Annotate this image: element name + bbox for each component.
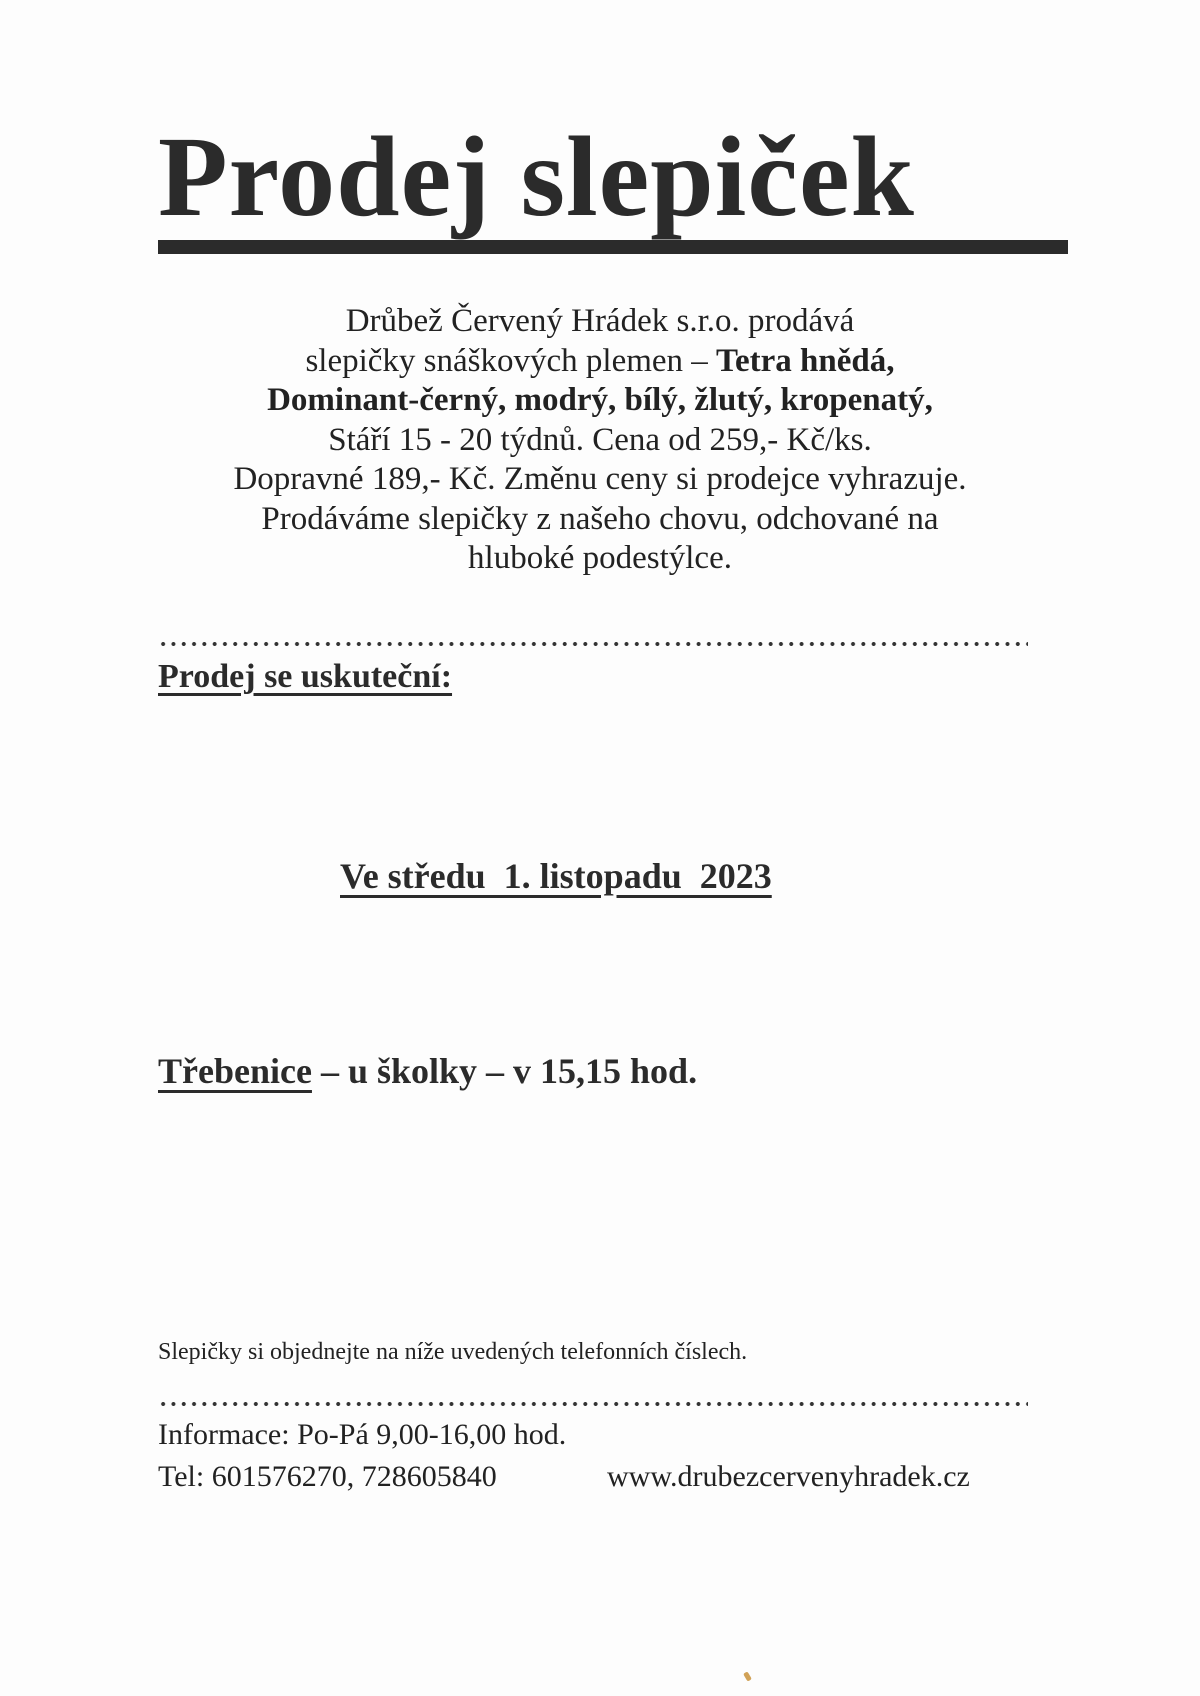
contact-phone: Tel: 601576270, 728605840 xyxy=(158,1460,497,1493)
intro-line-breeds xyxy=(100,342,1100,382)
intro-breed-dominant: Dominant-černý, modrý, bílý, žlutý, kropenatý, xyxy=(267,382,933,418)
intro-line-dominant xyxy=(100,381,1100,421)
intro-line-origin: Prodáváme slepičky z našeho chovu, odchované na xyxy=(261,500,939,537)
dotted-separator xyxy=(158,641,1028,647)
contact-website: www.drubezcervenyhradek.cz xyxy=(607,1460,970,1493)
intro-line-company: Drůbež Červený Hrádek s.r.o. prodává xyxy=(345,303,855,339)
intro-breed-tetra: Tetra hnědá, xyxy=(716,342,895,379)
scan-speck xyxy=(743,1671,752,1681)
intro-line-bedding: hluboké podestýlce. xyxy=(468,540,732,576)
sale-date: Ve středu 1. listopadu 2023 xyxy=(340,856,772,896)
intro-breeds-text: slepičky snáškových plemen – xyxy=(305,342,717,379)
order-note: Slepičky si objednejte na níže uvedených telefonních číslech. xyxy=(158,1339,748,1365)
sale-location-details: – u školky – v 15,15 hod. xyxy=(311,1051,698,1091)
info-hours: Informace: Po-Pá 9,00-16,00 hod. xyxy=(158,1418,567,1451)
sale-location-place: Třebenice xyxy=(158,1051,312,1091)
title-underline-bar xyxy=(158,240,1068,254)
dotted-separator-footer xyxy=(158,1401,1028,1407)
sale-location xyxy=(158,1050,697,1092)
sale-heading: Prodej se uskuteční: xyxy=(158,658,453,695)
page-title: Prodej slepiček xyxy=(158,113,915,240)
intro-paragraph xyxy=(100,302,1100,579)
intro-line-age-price: Stáří 15 - 20 týdnů. Cena od 259,- Kč/ks. xyxy=(328,421,872,458)
intro-line-delivery: Dopravné 189,- Kč. Změnu ceny si prodejce vyhrazuje. xyxy=(233,461,967,497)
